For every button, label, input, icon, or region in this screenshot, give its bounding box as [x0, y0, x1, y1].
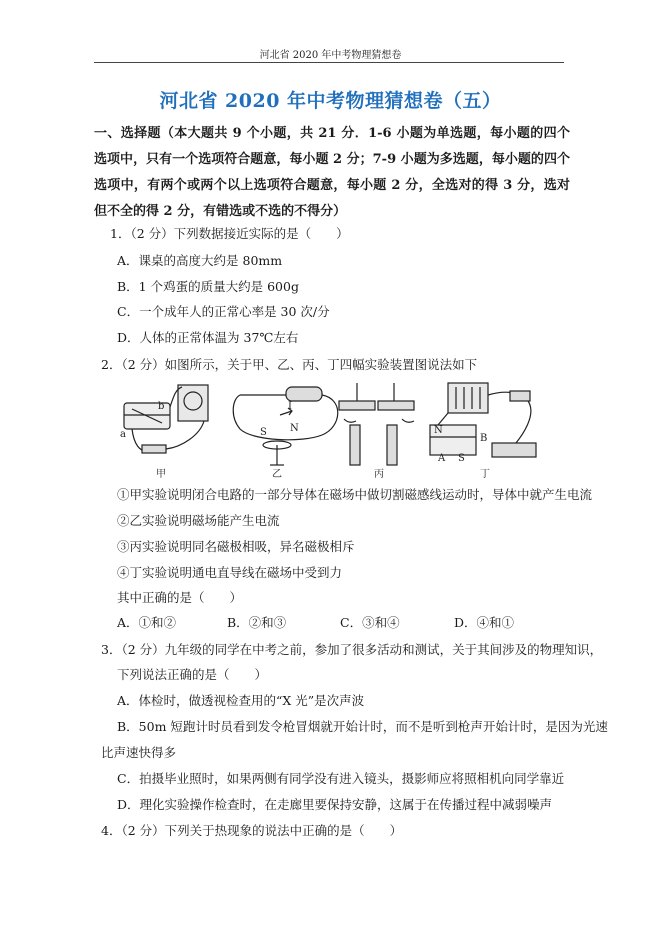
q2-option-a: A．①和②: [117, 615, 177, 630]
q2-stem: 2．（2 分）如图所示，关于甲、乙、丙、丁四幅实验装置图说法如下: [101, 357, 478, 372]
q3-stem-line1: 3．（2 分）九年级的同学在中考之前，参加了很多活动和测试，关于其间涉及的物理知识，: [101, 642, 603, 657]
figure-caption-ding: 丁: [480, 469, 490, 480]
q1-option-b: B．1 个鸡蛋的质量大约是 600g: [117, 279, 299, 294]
q2-statement-3: ③丙实验说明同名磁极相吸，异名磁极相斥: [117, 539, 355, 554]
q3-option-c: C．拍摄毕业照时，如果两侧有同学没有进入镜头，摄影师应将照相机向同学靠近: [117, 771, 565, 786]
point-a-label: a: [120, 429, 126, 440]
q2-prompt: 其中正确的是（ ）: [117, 590, 243, 605]
q1-option-c: C．一个成年人的正常心率是 30 次/分: [117, 304, 330, 319]
figure-caption-jia: 甲: [156, 469, 166, 480]
q2-option-d: D．④和①: [454, 615, 515, 630]
q2-statement-4: ④丁实验说明通电直导线在磁场中受到力: [117, 565, 343, 580]
running-header: 河北省 2020 年中考物理猜想卷: [259, 50, 402, 61]
q1-option-a: A．课桌的高度大约是 80mm: [117, 253, 283, 268]
q1-option-d: D．人体的正常体温为 37℃左右: [117, 330, 299, 345]
q2-option-c: C．③和④: [340, 615, 400, 630]
q2-statement-1: ①甲实验说明闭合电路的一部分导体在磁场中做切割磁感线运动时，导体中就产生电流: [117, 487, 593, 502]
south-pole-label-ding: S: [458, 453, 465, 464]
q3-stem-line2: 下列说法正确的是（ ）: [117, 667, 268, 682]
header-rule: [94, 62, 564, 63]
experiment-figure: [112, 375, 552, 485]
pole-b-label: B: [480, 433, 488, 444]
figure-caption-bing: 丙: [374, 469, 384, 480]
north-pole-label-yi: N: [290, 423, 299, 434]
q2-statement-2: ②乙实验说明磁场能产生电流: [117, 513, 280, 528]
section-heading: 一、选择题（本大题共 9 个小题，共 21 分．1-6 小题为单选题，每小题的四个选项中，只有一个选项符合题意，每小题 2 分；7-9 小题为多选题，每小题的四个选项中，有两个或两个以上选项符合题意，每小题 2 分，全选对的得 3 分，选对但不全的得 2 分，有错选或不选的不得分）: [94, 126, 570, 219]
q3-option-b-continued: 比声速快得多: [101, 745, 177, 760]
q3-option-b: B．50m 短跑计时员看到发令枪冒烟就开始计时，而不是听到枪声开始计时，是因为光速: [117, 719, 608, 734]
q2-figure: [112, 375, 552, 485]
q2-options: [117, 615, 557, 633]
figure-caption-yi: 乙: [272, 469, 282, 480]
point-b-label: b: [158, 401, 165, 412]
q3-option-d: D．理化实验操作检查时，在走廊里要保持安静，这属于在传播过程中减弱噪声: [117, 797, 553, 812]
q3-option-a: A．体检时，做透视检查用的“X 光”是次声波: [117, 693, 365, 708]
q4-stem: 4．（2 分）下列关于热现象的说法中正确的是（ ）: [101, 823, 403, 838]
q2-option-b: B．②和③: [227, 615, 287, 630]
q1-stem: 1．（2 分）下列数据接近实际的是（ ）: [110, 226, 349, 241]
current-label: I: [288, 401, 292, 412]
page-title: 河北省 2020 年中考物理猜想卷（五）: [159, 90, 502, 112]
south-pole-label-yi: S: [260, 427, 267, 438]
north-pole-label-ding: N: [434, 425, 443, 436]
pole-a-label: A: [438, 453, 446, 464]
